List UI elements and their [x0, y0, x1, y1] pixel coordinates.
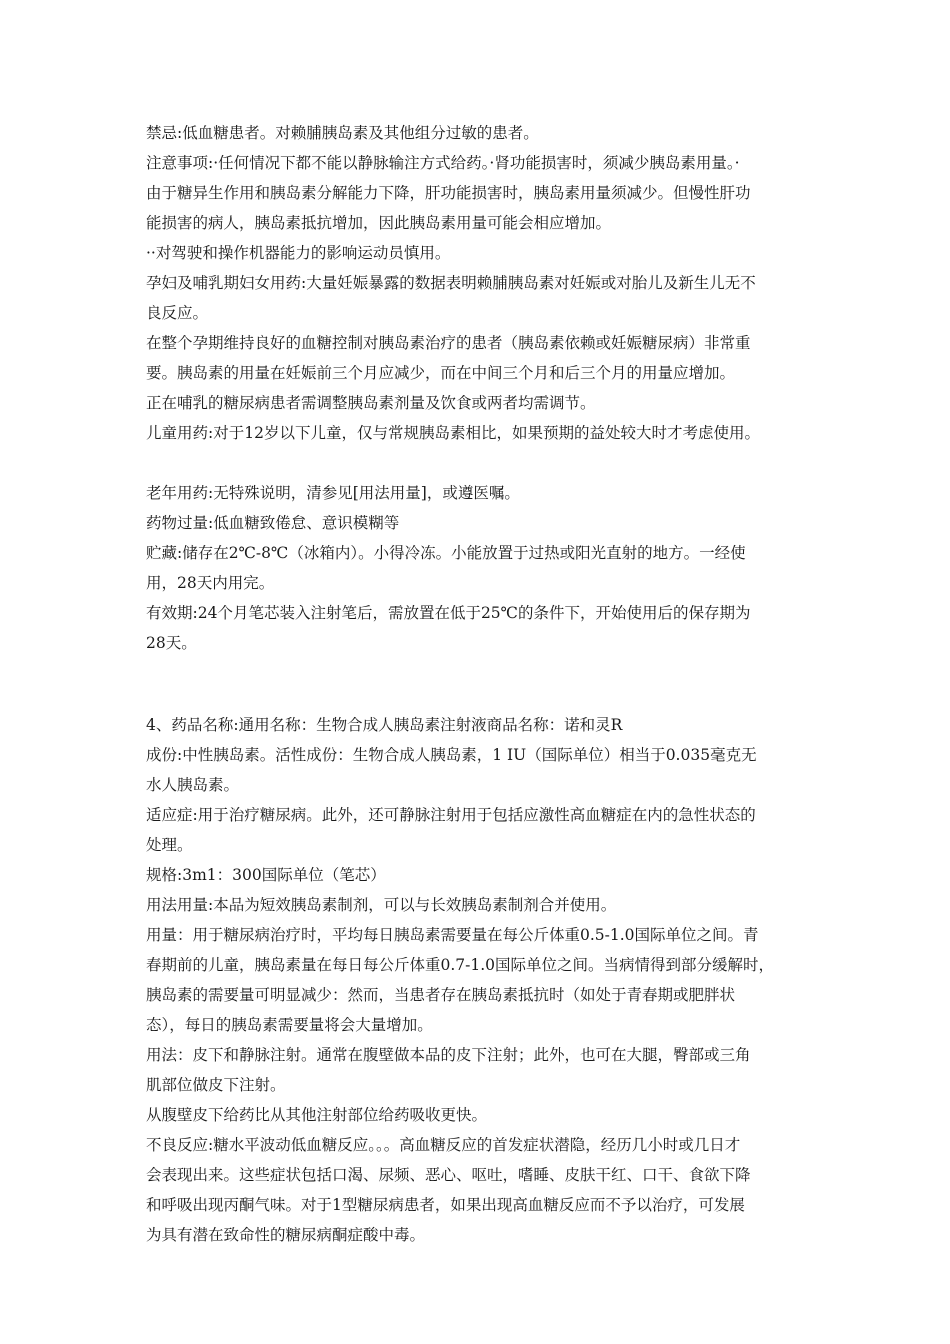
- text-line: 由于糖异生作用和胰岛素分解能力下降，肝功能损害时，胰岛素用量须减少。但慢性肝功: [146, 184, 751, 202]
- text-line: 态），每日的胰岛素需要量将会大量增加。: [146, 1016, 433, 1034]
- section-storage-block: [146, 478, 810, 658]
- text-line: 儿童用药:对于12岁以下儿童，仅与常规胰岛素相比，如果预期的益处较大时才考虑使用。: [146, 424, 760, 442]
- paragraph-gap: [146, 448, 810, 478]
- text-line: 用，28天内用完。: [146, 574, 275, 592]
- text-line: ··对驾驶和操作机器能力的影响运动员慎用。: [146, 244, 451, 262]
- text-line: 能损害的病人，胰岛素抵抗增加，因此胰岛素用量可能会相应增加。: [146, 214, 612, 232]
- text-line: 规格:3m1：300国际单位（笔芯）: [146, 866, 386, 884]
- document-page: [146, 118, 810, 1250]
- text-line: 用法：皮下和静脉注射。通常在腹壁做本品的皮下注射；此外，也可在大腿，臀部或三角: [146, 1046, 751, 1064]
- text-line: 在整个孕期维持良好的血糖控制对胰岛素治疗的患者（胰岛素依赖或妊娠糖尿病）非常重: [146, 334, 751, 352]
- text-line: 老年用药:无特殊说明，清参见[用法用量]，或遵医嘱。: [146, 484, 520, 502]
- text-line: 良反应。: [146, 304, 209, 322]
- text-line: 胰岛素的需要量可明显减少：然而，当患者存在胰岛素抵抗时（如处于青春期或肥胖状: [146, 986, 736, 1004]
- text-line: 会表现出来。这些症状包括口渴、尿频、恶心、呕吐，嗜睡、皮肤干红、口干、食欲下降: [146, 1166, 751, 1184]
- text-line: 要。胰岛素的用量在妊娠前三个月应减少，而在中间三个月和后三个月的用量应增加。: [146, 364, 736, 382]
- section-drug-4-block: [146, 710, 810, 1250]
- text-line: 处理。: [146, 836, 193, 854]
- text-line: 水人胰岛素。: [146, 776, 240, 794]
- text-line: 不良反应:糖水平波动低血糖反应。。。高血糖反应的首发症状潜隐，经历几小时或几日才: [146, 1136, 741, 1154]
- text-line: 药物过量:低血糖致倦怠、意识模糊等: [146, 514, 400, 532]
- text-line: 注意事项:·任何情况下都不能以静脉输注方式给药。·肾功能损害时，须减少胰岛素用量。·: [146, 154, 740, 172]
- text-line: 贮藏:储存在2℃-8℃（冰箱内）。小得冷冻。小能放置于过热或阳光直射的地方。一经使: [146, 544, 746, 562]
- text-line: 和呼吸出现丙酮气味。对于1型糖尿病患者，如果出现高血糖反应而不予以治疗，可发展: [146, 1196, 745, 1214]
- text-line: 成份:中性胰岛素。活性成份：生物合成人胰岛素，1 IU（国际单位）相当于0.035毫克无: [146, 746, 757, 764]
- drug-heading: 4、药品名称:通用名称：生物合成人胰岛素注射液商品名称：诺和灵R: [146, 716, 623, 734]
- text-line: 28天。: [146, 634, 197, 652]
- text-line: 用法用量:本品为短效胰岛素制剂，可以与长效胰岛素制剂合并使用。: [146, 896, 617, 914]
- text-line: 适应症:用于治疗糖尿病。此外，还可静脉注射用于包括应激性高血糖症在内的急性状态的: [146, 806, 756, 824]
- section-gap: [146, 658, 810, 710]
- text-line: 肌部位做皮下注射。: [146, 1076, 286, 1094]
- text-line: 春期前的儿童，胰岛素量在每日每公斤体重0.7-1.0国际单位之间。当病情得到部分缓解时，: [146, 956, 775, 974]
- text-line: 正在哺乳的糖尿病患者需调整胰岛素剂量及饮食或两者均需调节。: [146, 394, 596, 412]
- text-line: 为具有潜在致命性的糖尿病酮症酸中毒。: [146, 1226, 426, 1244]
- section-contraindications-block: [146, 118, 810, 448]
- text-line: 有效期:24个月笔芯装入注射笔后，需放置在低于25℃的条件下，开始使用后的保存期为: [146, 604, 751, 622]
- text-line: 从腹壁皮下给药比从其他注射部位给药吸收更快。: [146, 1106, 488, 1124]
- text-line: 禁忌:低血糖患者。对赖脯胰岛素及其他组分过敏的患者。: [146, 124, 539, 142]
- text-line: 孕妇及哺乳期妇女用药:大量妊娠暴露的数据表明赖脯胰岛素对妊娠或对胎儿及新生儿无不: [146, 274, 756, 292]
- text-line: 用量：用于糖尿病治疗时，平均每日胰岛素需要量在每公斤体重0.5-1.0国际单位之间。青: [146, 926, 759, 944]
